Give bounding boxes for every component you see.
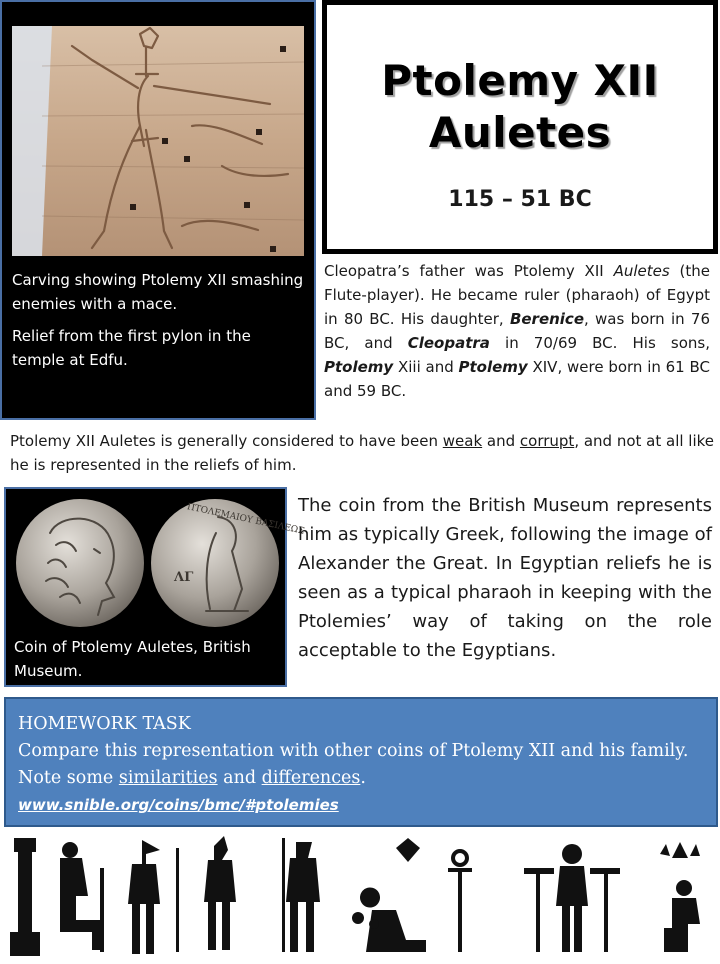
intro-ptolemy-xiii: Ptolemy [324,358,394,376]
egyptian-figures-icon [0,828,720,960]
intro-text: (the Flute-player). He became ruler (pharaoh) of Egypt in 80 BC. His daughter, [324,262,710,328]
hieroglyph-frieze [0,828,720,960]
reputation-text: , and not at all like he is represented in the reliefs of him. [10,432,715,474]
intro-text: , was born in 76 BC, and [324,310,710,352]
relief-caption-source: Relief from the first pylon in the temple at Edfu. [12,327,251,369]
word-corrupt: corrupt [519,432,575,450]
homework-text: and [217,768,262,788]
reputation-paragraph [10,429,715,477]
intro-berenice: Berenice [509,310,584,328]
page-title-line-2: Auletes [428,108,612,157]
homework-box [4,697,718,827]
relief-panel [0,0,316,420]
reputation-text: Ptolemy XII Auletes is generally considered to have been [10,432,443,450]
homework-line-1: Compare this representation with other coins of Ptolemy XII and his family. [18,741,689,761]
intro-text: Xiii and [393,358,459,376]
homework-text: Note some [18,768,119,788]
coin-panel [4,487,306,687]
word-differences: differences [261,768,361,788]
coin-paragraph: The coin from the British Museum represents him as typically Greek, following the image of Alexander the Great. In Egyptian reliefs he is seen as a typical pharaoh in keeping with the Ptolemies’ way of taking on the role acceptable to the Egyptians. [298,495,712,661]
intro-ptolemy-xiv: Ptolemy [458,358,528,376]
homework-heading: HOMEWORK TASK [18,714,191,734]
title-dates: 115 – 51 BC [448,187,592,212]
intro-auletes: Auletes [613,262,670,280]
homework-line-2 [18,765,704,792]
page-title-line-1: Ptolemy XII [381,56,659,105]
intro-paragraph [324,259,710,403]
coin-mark: ΛΓ [174,570,194,585]
page-title [327,55,713,159]
intro-text: Cleopatra’s father was Ptolemy XII [324,262,614,280]
coin-caption: Coin of Ptolemy Auletes, British Museum. [14,638,251,680]
reputation-text: and [482,432,520,450]
relief-image [12,26,304,256]
homework-link[interactable]: www.snible.org/coins/bmc/#ptolemies [18,796,339,814]
title-box [322,0,718,254]
word-similarities: similarities [118,768,218,788]
homework-text: . [360,768,366,788]
coin-legend: ΠΤΟΛΕΜΑΙΟΥ ΒΑΣΙΛΕΩΣ [186,502,306,537]
intro-cleopatra: Cleopatra [407,334,490,352]
relief-caption [12,268,304,380]
relief-illustration [12,26,304,256]
word-weak: weak [442,432,483,450]
intro-text: XIV, were born in 61 BC and 59 BC. [324,358,710,400]
intro-text: in 70/69 BC. His sons, [489,334,710,352]
coin-illustration [10,493,306,635]
coin-image [10,493,306,635]
relief-caption-line: Carving showing Ptolemy XII smashing enemies with a mace. [12,271,304,313]
